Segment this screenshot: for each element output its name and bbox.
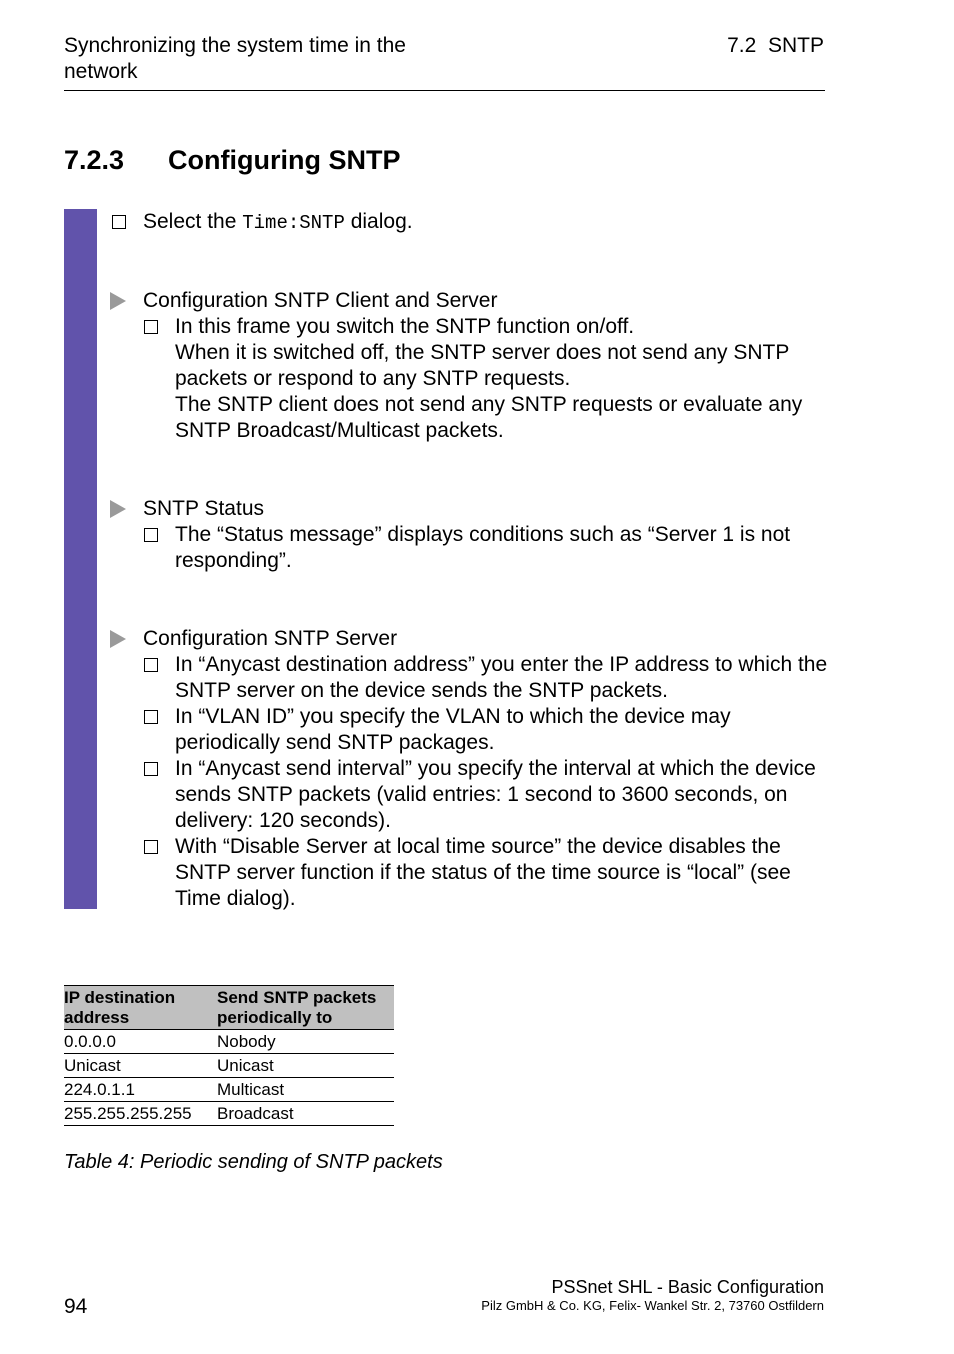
checkbox-icon bbox=[142, 652, 164, 678]
table-cell: 255.255.255.255 bbox=[64, 1102, 217, 1126]
checkbox-icon bbox=[142, 704, 164, 730]
checkbox-icon bbox=[142, 522, 164, 548]
table-header-cell: IP destination address bbox=[64, 986, 217, 1030]
triangle-arrow-icon bbox=[110, 288, 132, 314]
intro-text-after: dialog. bbox=[344, 210, 413, 233]
table-cell: Nobody bbox=[217, 1030, 394, 1054]
table-cell: 224.0.1.1 bbox=[64, 1078, 217, 1102]
list-item bbox=[110, 756, 830, 834]
section-title: Configuring SNTP bbox=[168, 145, 401, 175]
group-heading-label: SNTP Status bbox=[143, 497, 264, 520]
footer-document-title: PSSnet SHL - Basic Configuration bbox=[551, 1277, 824, 1297]
list-item-text: In this frame you switch the SNTP function on/off. When it is switched off, the SNTP server does not send any SNTP packets or respond to any SNTP requests. The SNTP client does not send any SNTP requests or evaluate any SNTP Broadcast/Multicast packets. bbox=[175, 315, 803, 442]
triangle-arrow-icon bbox=[110, 496, 132, 522]
intro-text-before: Select the bbox=[143, 210, 243, 233]
checkbox-icon bbox=[142, 314, 164, 340]
list-item bbox=[110, 834, 830, 912]
list-item-text: In “Anycast destination address” you enter the IP address to which the SNTP server on the device sends the SNTP packets. bbox=[175, 653, 828, 702]
sntp-destination-table bbox=[64, 985, 394, 1126]
dialog-path: Time:SNTP bbox=[242, 212, 345, 234]
page-number: 94 bbox=[64, 1295, 88, 1318]
list-item-text: With “Disable Server at local time source” the device disables the SNTP server function if the status of the time source is “local” (see Time dialog). bbox=[175, 835, 791, 910]
list-item bbox=[110, 522, 830, 574]
table-header-cell: Send SNTP packets periodically to bbox=[217, 986, 394, 1030]
instruction-step bbox=[110, 209, 830, 236]
table-cell: Unicast bbox=[64, 1054, 217, 1078]
running-header-section: 7.2 SNTP bbox=[727, 34, 824, 57]
list-item bbox=[110, 704, 830, 756]
checkbox-icon bbox=[142, 756, 164, 782]
group-heading-label: Configuration SNTP Client and Server bbox=[143, 289, 498, 312]
group-heading bbox=[110, 626, 830, 652]
list-item bbox=[110, 652, 830, 704]
instruction-sidebar-bar bbox=[64, 209, 97, 909]
table-row bbox=[64, 1030, 394, 1054]
list-item bbox=[110, 314, 830, 444]
list-item-text: In “Anycast send interval” you specify the interval at which the device sends SNTP packets (valid entries: 1 second to 3600 seconds, on delivery: 120 seconds). bbox=[175, 757, 816, 832]
table-caption: Table 4: Periodic sending of SNTP packets bbox=[64, 1151, 443, 1173]
checkbox-icon bbox=[110, 209, 132, 235]
triangle-arrow-icon bbox=[110, 626, 132, 652]
list-item-text: The “Status message” displays conditions such as “Server 1 is not responding”. bbox=[175, 523, 791, 572]
table-row bbox=[64, 1054, 394, 1078]
section-number: 7.2.3 bbox=[64, 145, 125, 175]
table-header-row bbox=[64, 986, 394, 1030]
header-rule bbox=[64, 90, 825, 91]
instruction-content bbox=[110, 209, 830, 912]
list-item-text: In “VLAN ID” you specify the VLAN to which the device may periodically send SNTP packages. bbox=[175, 705, 731, 754]
group-heading-label: Configuration SNTP Server bbox=[143, 627, 398, 650]
group-heading bbox=[110, 496, 830, 522]
table-row bbox=[64, 1102, 394, 1126]
table-cell: 0.0.0.0 bbox=[64, 1030, 217, 1054]
running-header-chapter: Synchronizing the system time in the network bbox=[64, 34, 406, 83]
footer-address: Pilz GmbH & Co. KG, Felix- Wankel Str. 2, 73760 Ostfildern bbox=[481, 1298, 824, 1313]
table-cell: Unicast bbox=[217, 1054, 394, 1078]
checkbox-icon bbox=[142, 834, 164, 860]
table-row bbox=[64, 1078, 394, 1102]
table-cell: Multicast bbox=[217, 1078, 394, 1102]
table-cell: Broadcast bbox=[217, 1102, 394, 1126]
group-heading bbox=[110, 288, 830, 314]
section-heading bbox=[64, 143, 400, 177]
